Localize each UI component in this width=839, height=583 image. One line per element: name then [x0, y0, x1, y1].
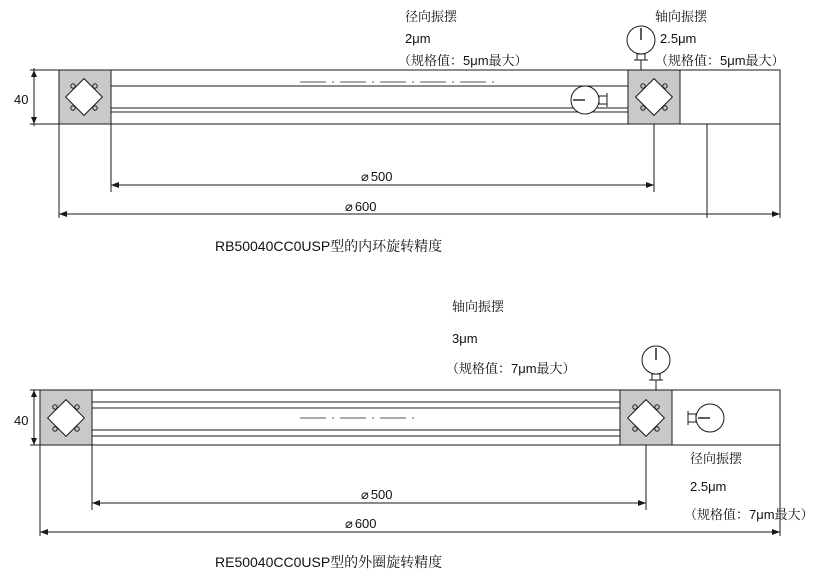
- dial-gauge-axial: [642, 346, 670, 380]
- diameter-value: 600: [354, 516, 377, 531]
- figure-caption: RE50040CC0USP型的外圈旋转精度: [215, 554, 443, 570]
- callout-axial-title: 轴向振摆: [452, 299, 505, 314]
- callout-axial-spec: （规格值：7μm最大）: [446, 361, 576, 376]
- height-label: 40: [14, 413, 29, 428]
- figure-inner-ring: [0, 0, 839, 270]
- callout-axial-spec: （规格值：5μm最大）: [655, 53, 785, 68]
- figure-outer-ring: [0, 290, 839, 583]
- outer-ring-drawing: [0, 290, 839, 548]
- callout-radial-title: 径向振摆: [690, 451, 743, 466]
- callout-axial-title: 轴向振摆: [655, 9, 708, 24]
- diameter-value: 600: [354, 199, 377, 214]
- diameter-symbol: ⌀: [361, 487, 369, 502]
- dial-gauge-axial: [627, 26, 655, 60]
- callout-radial-value: 2.5μm: [690, 479, 727, 494]
- figure-caption: RB50040CC0USP型的内环旋转精度: [215, 238, 443, 254]
- callout-axial-value: 3μm: [452, 331, 478, 346]
- height-label: 40: [14, 92, 29, 107]
- diameter-value: 500: [370, 169, 393, 184]
- inner-ring-drawing: [0, 0, 839, 235]
- callout-radial-spec: （规格值：7μm最大）: [684, 507, 814, 522]
- diameter-symbol: ⌀: [345, 199, 353, 214]
- callout-radial-spec: （规格值：5μm最大）: [398, 53, 528, 68]
- diameter-symbol: ⌀: [361, 169, 369, 184]
- callout-radial-value: 2μm: [405, 31, 431, 46]
- diameter-symbol: ⌀: [345, 516, 353, 531]
- diameter-value: 500: [370, 487, 393, 502]
- callout-radial-title: 径向振摆: [405, 9, 458, 24]
- callout-axial-value: 2.5μm: [660, 31, 697, 46]
